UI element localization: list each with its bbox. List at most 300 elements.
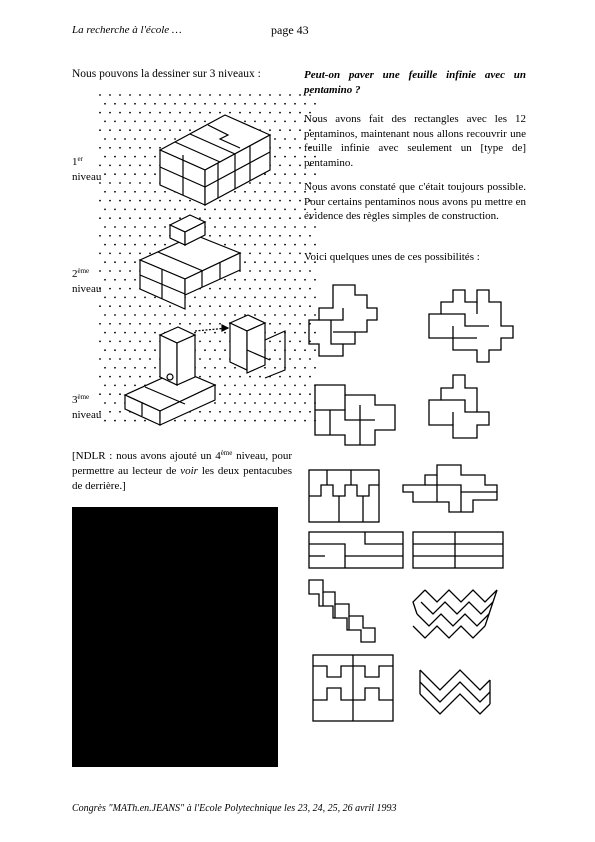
grid-dot [299, 253, 301, 255]
grid-dot [149, 253, 151, 255]
isometric-figure [100, 95, 320, 425]
grid-dot [214, 297, 216, 299]
grid-dot [294, 173, 296, 175]
grid-dot [139, 112, 141, 114]
grid-dot [144, 332, 146, 334]
grid-dot [129, 165, 131, 167]
section-heading: Peut-on paver une feuille infinie avec un pentamino ? [304, 69, 526, 96]
grid-dot [299, 200, 301, 202]
grid-dot [214, 332, 216, 334]
grid-dot [134, 138, 136, 140]
grid-dot [99, 200, 101, 202]
grid-dot [159, 112, 161, 114]
grid-dot [269, 235, 271, 237]
grid-dot [304, 244, 306, 246]
grid-dot [284, 314, 286, 316]
grid-dot [304, 103, 306, 105]
grid-dot [129, 288, 131, 290]
grid-dot [174, 138, 176, 140]
grid-dot [179, 200, 181, 202]
grid-dot [274, 349, 276, 351]
grid-dot [159, 200, 161, 202]
grid-dot [289, 393, 291, 395]
grid-dot [129, 182, 131, 184]
grid-dot [194, 314, 196, 316]
grid-dot [134, 121, 136, 123]
grid-dot [104, 191, 106, 193]
grid-dot [219, 376, 221, 378]
grid-dot [169, 217, 171, 219]
grid-dot [99, 112, 101, 114]
tiling-6 [403, 465, 497, 512]
grid-dot [274, 385, 276, 387]
grid-dot [254, 297, 256, 299]
grid-dot [154, 156, 156, 158]
tiling-2 [429, 290, 513, 362]
grid-dot [119, 129, 121, 131]
grid-dot [269, 129, 271, 131]
grid-dot [209, 341, 211, 343]
grid-dot [219, 358, 221, 360]
grid-dot [199, 411, 201, 413]
grid-dot [99, 129, 101, 131]
grid-dot [204, 103, 206, 105]
grid-dot [254, 420, 256, 422]
grid-dot [229, 288, 231, 290]
grid-dot [124, 138, 126, 140]
grid-dot [109, 323, 111, 325]
grid-dot [109, 288, 111, 290]
grid-dot [249, 305, 251, 307]
grid-dot [289, 217, 291, 219]
grid-dot [269, 270, 271, 272]
grid-dot [149, 165, 151, 167]
grid-dot [284, 209, 286, 211]
grid-dot [149, 235, 151, 237]
grid-dot [159, 94, 161, 96]
grid-dot [129, 305, 131, 307]
grid-dot [204, 121, 206, 123]
grid-dot [124, 314, 126, 316]
grid-dot [224, 297, 226, 299]
grid-dot [269, 182, 271, 184]
grid-dot [274, 209, 276, 211]
grid-dot [279, 182, 281, 184]
tiling-1 [309, 285, 377, 356]
grid-dot [254, 261, 256, 263]
grid-dot [119, 323, 121, 325]
grid-dot [139, 165, 141, 167]
grid-dot [269, 411, 271, 413]
grid-dot [259, 217, 261, 219]
grid-dot [129, 112, 131, 114]
grid-dot [279, 341, 281, 343]
grid-dot [134, 349, 136, 351]
grid-dot [139, 323, 141, 325]
grid-dot [274, 314, 276, 316]
grid-dot [129, 217, 131, 219]
grid-dot [154, 367, 156, 369]
grid-dot [294, 103, 296, 105]
grid-dot [194, 121, 196, 123]
grid-dot [294, 209, 296, 211]
grid-dot [279, 253, 281, 255]
grid-dot [299, 270, 301, 272]
grid-dot [269, 94, 271, 96]
grid-dot [109, 129, 111, 131]
grid-dot [249, 393, 251, 395]
grid-dot [194, 103, 196, 105]
grid-dot [219, 200, 221, 202]
grid-dot [104, 138, 106, 140]
grid-dot [289, 270, 291, 272]
grid-dot [239, 288, 241, 290]
grid-dot [299, 411, 301, 413]
grid-dot [179, 112, 181, 114]
grid-dot [109, 411, 111, 413]
grid-dot [204, 367, 206, 369]
grid-dot [239, 200, 241, 202]
grid-dot [254, 385, 256, 387]
grid-dot [279, 94, 281, 96]
grid-dot [289, 147, 291, 149]
grid-dot [149, 200, 151, 202]
grid-dot [224, 367, 226, 369]
grid-dot [164, 226, 166, 228]
grid-dot [134, 261, 136, 263]
grid-dot [249, 217, 251, 219]
grid-dot [149, 323, 151, 325]
grid-dot [214, 314, 216, 316]
grid-dot [119, 200, 121, 202]
grid-dot [174, 103, 176, 105]
grid-dot [269, 253, 271, 255]
grid-dot [239, 305, 241, 307]
grid-dot [259, 393, 261, 395]
grid-dot [264, 314, 266, 316]
grid-dot [209, 112, 211, 114]
grid-dot [294, 191, 296, 193]
grid-dot [184, 121, 186, 123]
grid-dot [289, 305, 291, 307]
grid-dot [249, 235, 251, 237]
grid-dot [149, 112, 151, 114]
grid-dot [169, 129, 171, 131]
grid-dot [114, 226, 116, 228]
grid-dot [294, 385, 296, 387]
grid-dot [124, 367, 126, 369]
grid-dot [204, 314, 206, 316]
grid-dot [234, 209, 236, 211]
grid-dot [119, 393, 121, 395]
grid-dot [119, 182, 121, 184]
page-number: page 43 [271, 23, 309, 37]
grid-dot [224, 209, 226, 211]
grid-dot [134, 191, 136, 193]
grid-dot [149, 182, 151, 184]
grid-dot [199, 376, 201, 378]
grid-dot [289, 376, 291, 378]
grid-dot [294, 226, 296, 228]
grid-dot [184, 314, 186, 316]
grid-dot [259, 270, 261, 272]
grid-dot [239, 94, 241, 96]
grid-dot [104, 349, 106, 351]
grid-dot [99, 305, 101, 307]
grid-dot [99, 358, 101, 360]
grid-dot [259, 200, 261, 202]
grid-dot [209, 94, 211, 96]
grid-dot [289, 341, 291, 343]
grid-dot [104, 332, 106, 334]
grid-dot [134, 297, 136, 299]
grid-dot [229, 411, 231, 413]
grid-dot [109, 217, 111, 219]
grid-dot [114, 244, 116, 246]
grid-dot [289, 358, 291, 360]
grid-dot [149, 376, 151, 378]
grid-dot [109, 253, 111, 255]
level-2-block-drawing [140, 215, 240, 309]
grid-dot [109, 112, 111, 114]
grid-dot [224, 103, 226, 105]
grid-dot [204, 420, 206, 422]
grid-dot [109, 94, 111, 96]
grid-dot [234, 279, 236, 281]
grid-dot [154, 297, 156, 299]
grid-dot [289, 411, 291, 413]
grid-dot [249, 376, 251, 378]
grid-dot [199, 305, 201, 307]
footer-text: Congrès "MATh.en.JEANS" à l'Ecole Polytechnique les 23, 24, 25, 26 avril 1993 [72, 803, 397, 814]
grid-dot [219, 288, 221, 290]
grid-dot [209, 323, 211, 325]
grid-dot [224, 244, 226, 246]
grid-dot [124, 332, 126, 334]
grid-dot [264, 279, 266, 281]
paragraph-3: Voici quelques unes de ces possibilités : [304, 251, 480, 263]
grid-dot [104, 226, 106, 228]
grid-dot [224, 226, 226, 228]
grid-dot [269, 112, 271, 114]
tiling-11 [313, 655, 393, 721]
grid-dot [239, 411, 241, 413]
level-2-label: 2ème niveau [72, 267, 102, 295]
grid-dot [309, 270, 311, 272]
grid-dot [139, 305, 141, 307]
grid-dot [229, 112, 231, 114]
grid-dot [254, 279, 256, 281]
grid-dot [299, 235, 301, 237]
grid-dot [294, 367, 296, 369]
tiling-12 [420, 670, 490, 714]
grid-dot [244, 103, 246, 105]
grid-dot [134, 385, 136, 387]
grid-dot [259, 376, 261, 378]
grid-dot [279, 393, 281, 395]
grid-dot [244, 385, 246, 387]
grid-dot [234, 244, 236, 246]
grid-dot [139, 129, 141, 131]
grid-dot [209, 288, 211, 290]
grid-dot [264, 261, 266, 263]
grid-dot [249, 288, 251, 290]
grid-dot [219, 94, 221, 96]
grid-dot [244, 209, 246, 211]
grid-dot [264, 420, 266, 422]
grid-dot [134, 332, 136, 334]
grid-dot [194, 420, 196, 422]
grid-dot [124, 191, 126, 193]
grid-dot [209, 305, 211, 307]
grid-dot [244, 297, 246, 299]
grid-dot [174, 314, 176, 316]
grid-dot [174, 420, 176, 422]
grid-dot [129, 358, 131, 360]
grid-dot [299, 288, 301, 290]
grid-dot [254, 402, 256, 404]
grid-dot [264, 121, 266, 123]
grid-dot [169, 323, 171, 325]
grid-dot [129, 94, 131, 96]
grid-dot [134, 103, 136, 105]
grid-dot [259, 94, 261, 96]
grid-dot [244, 244, 246, 246]
grid-dot [284, 138, 286, 140]
grid-dot [269, 341, 271, 343]
grid-dot [129, 376, 131, 378]
grid-dot [264, 191, 266, 193]
grid-dot [264, 103, 266, 105]
grid-dot [164, 209, 166, 211]
grid-dot [314, 103, 316, 105]
grid-dot [219, 305, 221, 307]
grid-dot [279, 305, 281, 307]
grid-dot [289, 112, 291, 114]
grid-dot [114, 103, 116, 105]
grid-dot [104, 121, 106, 123]
grid-dot [104, 402, 106, 404]
grid-dot [259, 253, 261, 255]
grid-dot [229, 235, 231, 237]
grid-dot [99, 253, 101, 255]
grid-dot [269, 393, 271, 395]
grid-dot [129, 341, 131, 343]
grid-dot [244, 121, 246, 123]
grid-dot [269, 288, 271, 290]
tiling-9 [309, 580, 375, 642]
grid-dot [119, 94, 121, 96]
grid-dot [109, 358, 111, 360]
grid-dot [274, 191, 276, 193]
grid-dot [104, 244, 106, 246]
grid-dot [184, 209, 186, 211]
grid-dot [249, 112, 251, 114]
grid-dot [279, 165, 281, 167]
grid-dot [114, 385, 116, 387]
tiling-10 [413, 590, 497, 638]
grid-dot [124, 244, 126, 246]
grid-dot [134, 279, 136, 281]
grid-dot [279, 376, 281, 378]
grid-dot [154, 121, 156, 123]
grid-dot [244, 226, 246, 228]
grid-dot [124, 121, 126, 123]
grid-dot [219, 411, 221, 413]
grid-dot [204, 297, 206, 299]
grid-dot [214, 402, 216, 404]
grid-dot [139, 182, 141, 184]
grid-dot [114, 173, 116, 175]
grid-dot [299, 182, 301, 184]
grid-dot [154, 332, 156, 334]
grid-dot [239, 235, 241, 237]
grid-dot [119, 165, 121, 167]
grid-dot [224, 385, 226, 387]
grid-dot [154, 191, 156, 193]
grid-dot [264, 297, 266, 299]
grid-dot [209, 411, 211, 413]
grid-dot [149, 129, 151, 131]
grid-dot [259, 411, 261, 413]
grid-dot [144, 191, 146, 193]
grid-dot [99, 235, 101, 237]
grid-dot [284, 191, 286, 193]
grid-dot [164, 138, 166, 140]
grid-dot [314, 244, 316, 246]
grid-dot [279, 288, 281, 290]
grid-dot [289, 94, 291, 96]
grid-dot [109, 147, 111, 149]
grid-dot [299, 393, 301, 395]
grid-dot [104, 261, 106, 263]
tiling-7 [309, 532, 403, 568]
grid-dot [189, 305, 191, 307]
grid-dot [159, 305, 161, 307]
grid-dot [114, 191, 116, 193]
grid-dot [129, 147, 131, 149]
grid-dot [279, 129, 281, 131]
grid-dot [119, 235, 121, 237]
grid-dot [144, 173, 146, 175]
grid-dot [154, 209, 156, 211]
grid-dot [184, 420, 186, 422]
tiling-4 [429, 375, 489, 438]
grid-dot [274, 332, 276, 334]
grid-dot [289, 323, 291, 325]
grid-dot [109, 165, 111, 167]
grid-dot [129, 270, 131, 272]
grid-dot [234, 191, 236, 193]
grid-dot [204, 349, 206, 351]
grid-dot [179, 94, 181, 96]
grid-dot [239, 376, 241, 378]
grid-dot [239, 393, 241, 395]
grid-dot [314, 226, 316, 228]
grid-dot [154, 226, 156, 228]
grid-dot [209, 358, 211, 360]
grid-dot [254, 244, 256, 246]
grid-dot [294, 420, 296, 422]
grid-dot [314, 173, 316, 175]
grid-dot [264, 367, 266, 369]
grid-dot [119, 288, 121, 290]
grid-dot [199, 112, 201, 114]
grid-dot [274, 226, 276, 228]
grid-dot [214, 349, 216, 351]
grid-dot [134, 244, 136, 246]
grid-dot [264, 209, 266, 211]
